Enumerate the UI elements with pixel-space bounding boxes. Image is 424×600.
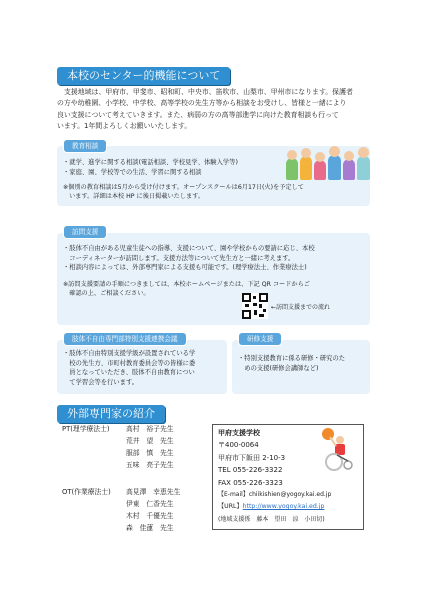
note-line: ※個別の教育相談は5月から受け付けます。オープンスクールは6月17日(火)を予定して <box>63 184 304 191</box>
url-label: 【URL】 <box>218 503 243 511</box>
tab-training-support: 研修支援 <box>239 333 281 345</box>
tab-education-consultation: 教育相談 <box>64 140 106 152</box>
email-link[interactable]: chiikishien@yogoy.kai.ed.jp <box>248 491 332 499</box>
website-link[interactable]: http://www.yogoy.kai.ed.jp <box>242 503 325 511</box>
ot-role-label: OT(作業療法士) <box>62 488 111 496</box>
list-item: ・肢体不自由がある児童生徒への指導、支援について、園や学校からの要請に応じ、本校 <box>63 245 315 252</box>
list-item: て学習会等を行います。 <box>63 378 139 386</box>
qr-caption: ←訪問支援までの流れ <box>271 304 331 311</box>
intro-line: います。1年間よろしくお願いいたします。 <box>57 122 192 131</box>
email-label: 【E-mail】 <box>218 491 249 499</box>
list-item: ・家庭、園、学校等での生活、学習に関する相談 <box>63 168 202 176</box>
postal-code: 〒400-0064 <box>218 441 259 450</box>
email-row <box>218 489 331 501</box>
expert-name: 高村 裕子先生 <box>126 425 174 433</box>
children-illustration <box>284 140 374 180</box>
expert-name: 五味 亮子先生 <box>126 461 174 469</box>
wheelchair-athlete-illustration <box>312 427 358 471</box>
education-consultation-items <box>63 158 298 177</box>
expert-name: 服部 慎 先生 <box>126 449 174 457</box>
list-item: 員となっていただき、肢体不自由教育につい <box>63 369 195 377</box>
phone: TEL 055-226-3322 <box>218 466 283 475</box>
expert-name: 森 佳蓮 先生 <box>126 524 174 532</box>
section-title-center-functions: 本校のセンター的機能について <box>57 67 230 85</box>
expert-name: 木村 千優先生 <box>126 512 174 520</box>
list-item: めの支援(研修会講師など) <box>238 364 319 372</box>
note-line: ※訪問支援要請の手順につきましては、本校ホームページまたは、下記 QR コードからご <box>63 281 310 288</box>
address: 甲府市下飯田 2-10-3 <box>218 453 286 462</box>
school-name: 甲府支援学校 <box>218 429 260 437</box>
visit-support-note <box>63 280 368 299</box>
list-item: ・相談内容によっては、外部専門家による支援も可能です。(理学療法士、作業療法士) <box>63 264 307 272</box>
list-item: 校の先生方、市町村教育委員会等の皆様に委 <box>63 359 196 367</box>
list-item: ・肢体不自由特別支援学級が設置されている学 <box>63 350 196 357</box>
pt-role-label: PT(理学療法士) <box>62 425 110 433</box>
training-support-items <box>238 354 368 373</box>
liaison-meeting-items <box>63 349 228 387</box>
url-row <box>218 501 331 513</box>
expert-name: 伊東 仁香先生 <box>126 500 174 508</box>
qr-code[interactable] <box>242 293 268 319</box>
list-item: ・就学、進学に関する相談(電話相談、学校見学、体験入学等) <box>63 159 238 166</box>
section-title-experts: 外部専門家の紹介 <box>57 405 165 423</box>
staff-line: (地域支援係 藤本 望田 涼 小田切) <box>218 515 325 523</box>
intro-line: の方や幼稚園、小学校、中学校、高等学校の先生方等から相談をお受けし、皆様と一緒により <box>57 99 347 108</box>
list-item: コーディネーターが訪問します。支援方法等について先生方と一緒に考えます。 <box>63 254 295 262</box>
note-line: います。詳細は本校 HP に後日掲載いたします。 <box>69 193 205 201</box>
fax: FAX 055-226-3323 <box>218 478 283 487</box>
intro-paragraph <box>57 87 387 133</box>
intro-line: 支援地域は、甲府市、甲斐市、昭和町、中央市、笛吹市、山梨市、甲州市になります。保護者 <box>64 88 353 96</box>
intro-line: 良い支援について考えていきます。また、病弱の方の高等部進学に向けた教育相談も行って <box>57 110 339 119</box>
expert-name: 荒井 望 先生 <box>126 437 174 445</box>
education-consultation-note <box>63 183 368 202</box>
tab-visit-support: 訪問支援 <box>64 226 106 238</box>
tab-liaison-meeting: 肢体不自由専門部特別支援連携会議 <box>64 333 186 345</box>
note-line: 確認の上、ご相談ください。 <box>63 290 150 298</box>
expert-name: 高見澤 幸恵先生 <box>126 488 181 496</box>
list-item: ・特別支援教育に係る研修・研究のた <box>238 355 346 362</box>
visit-support-items <box>63 244 368 273</box>
